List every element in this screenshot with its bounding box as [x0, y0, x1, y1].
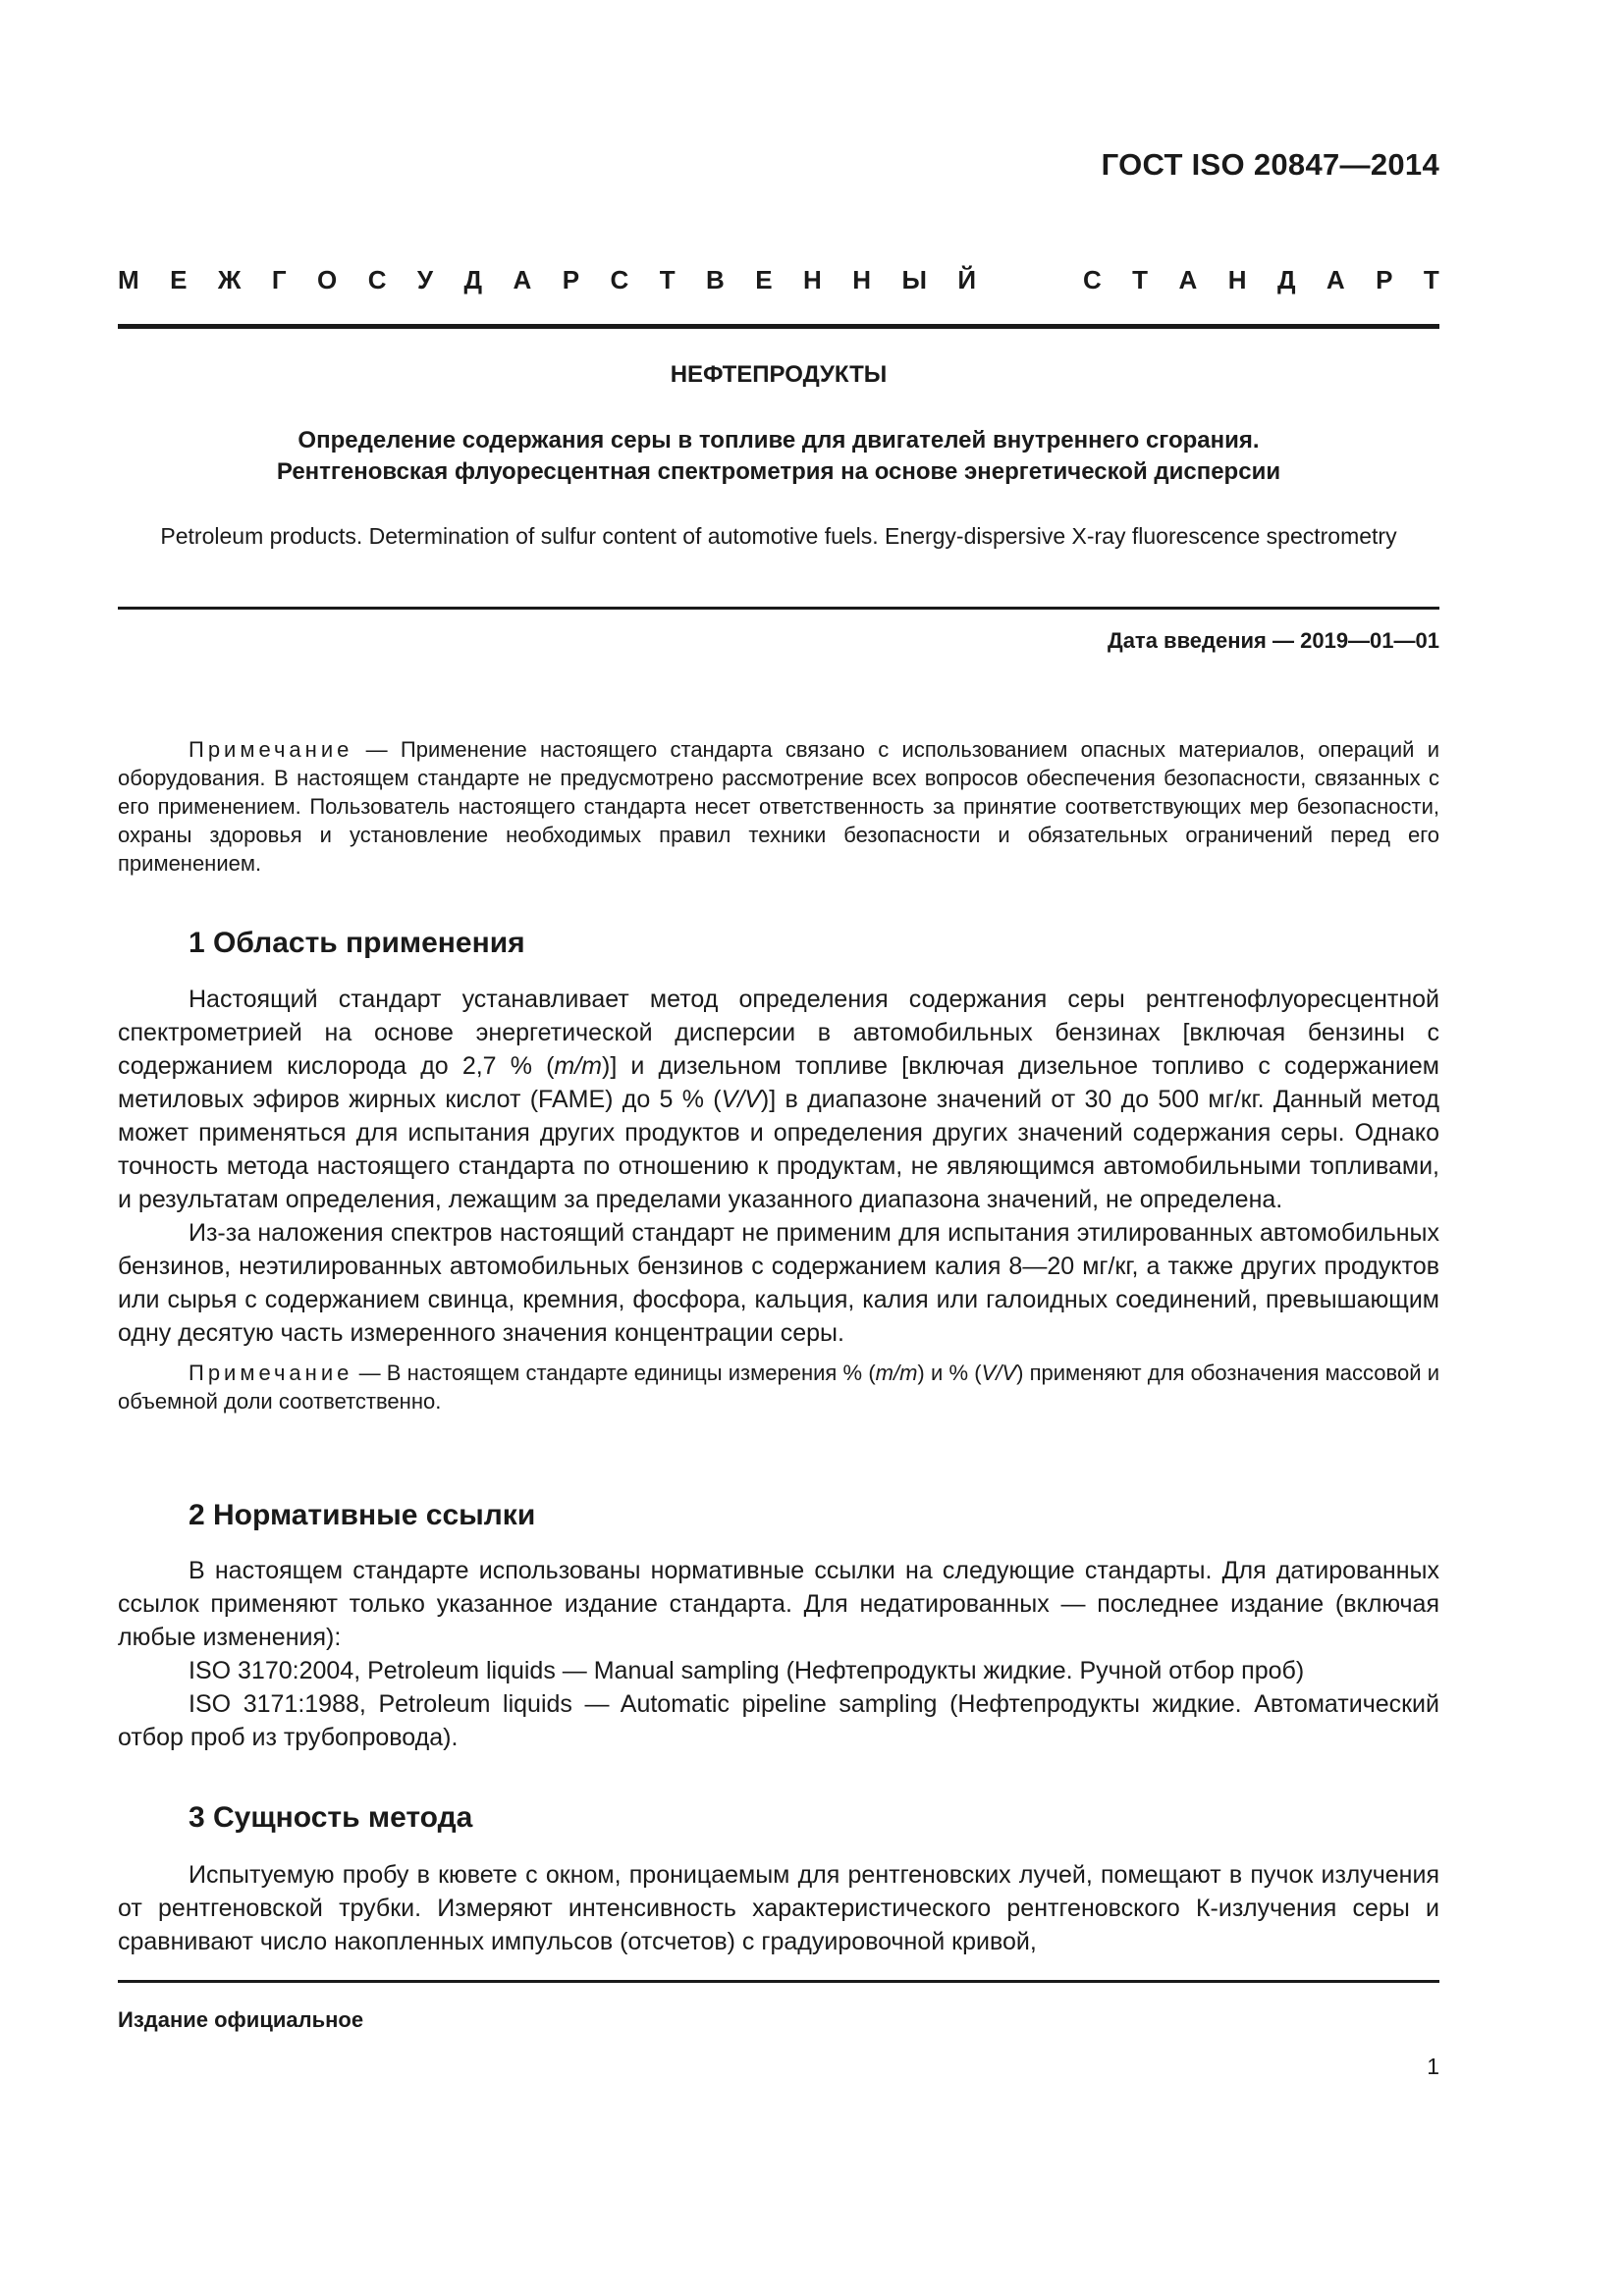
- heading-letter: С: [367, 265, 387, 294]
- heading-letter: Г: [271, 265, 287, 294]
- heading-letter: С: [610, 265, 629, 294]
- heading-letter: Ж: [217, 265, 242, 294]
- section-1-note: [118, 1359, 1439, 1415]
- edition-label: Издание официальное: [118, 2007, 364, 2032]
- section-3-paragraph-1: Испытуемую пробу в кювете с окном, проницаемым для рентгеновских лучей, помещают в пучок излучения от рентгеновской трубки. Измеряют интенсивность характеристического рентгеновского К-излучения серы и сравнивают число накопленных импульсов (отсчетов) с градуировочной кривой,: [118, 1861, 1439, 1955]
- subtitle-line-1: Определение содержания серы в топливе для двигателей внутреннего сгорания.: [298, 427, 1260, 454]
- text-run: ) и % (: [917, 1361, 982, 1385]
- subtitle-line-2: Рентгеновская флуоресцентная спектрометрия на основе энергетической дисперсии: [276, 458, 1281, 485]
- normative-reference-2: ISO 3171:1988, Petroleum liquids — Automatic pipeline sampling (Нефтепродукты жидкие. Автоматический отбор проб из трубопровода).: [118, 1690, 1439, 1751]
- heading-letter: У: [416, 265, 434, 294]
- section-2-heading: 2 Нормативные ссылки: [189, 1499, 536, 1531]
- section-2-body: [118, 1554, 1439, 1754]
- page-number: 1: [1427, 2054, 1439, 2079]
- section-1: [118, 927, 1439, 960]
- text-run: )] в диапазоне значений от 30 до 500 мг/кг. Данный метод может применяться для испытания других продуктов и определения других значений содержания серы. Однако точность метода настоящего стандарта по отношению к продуктам, не являющимся автомобильными топливами, и результатам определения, лежащим за пределами указанного диапазона значений, не определена.: [118, 1086, 1439, 1213]
- standard-kind-heading: [118, 265, 1439, 295]
- heading-letter: Н: [1227, 265, 1247, 294]
- heading-letter: Т: [659, 265, 676, 294]
- note-body: — Применение настоящего стандарта связано с использованием опасных материалов, операций и оборудования. В настоящем стандарте не предусмотрено рассмотрение всех вопросов обеспечения безопасности, связанных с его применением. Пользователь настоящего стандарта несет ответственность за принятие соответствующих мер безопасности, охраны здоровья и установление необходимых правил техники безопасности и обязательных ограничений перед его применением.: [118, 737, 1439, 876]
- heading-letter: Д: [1276, 265, 1296, 294]
- heading-letter: А: [1326, 265, 1345, 294]
- english-title: Petroleum products. Determination of sulfur content of automotive fuels. Energy-dispersive X-ray fluorescence spectrometry: [160, 523, 1397, 549]
- unit-volume: V/V: [721, 1086, 761, 1113]
- heading-letter: А: [1178, 265, 1198, 294]
- unit-volume: V/V: [981, 1361, 1017, 1385]
- heading-letter: Р: [1376, 265, 1393, 294]
- document-subtitle: [118, 425, 1439, 488]
- note-label: Примечание: [189, 737, 353, 762]
- section-2-paragraph-1: В настоящем стандарте использованы нормативные ссылки на следующие стандарты. Для датированных ссылок применяют только указанное издание стандарта. Для недатированных — последнее издание (включая любые изменения):: [118, 1557, 1439, 1651]
- normative-reference-1: ISO 3170:2004, Petroleum liquids — Manual sampling (Нефтепродукты жидкие. Ручной отбор проб): [189, 1657, 1305, 1684]
- footer-rule: [118, 1980, 1439, 1983]
- header-rule: [118, 324, 1439, 329]
- text-run: )] и дизельном топливе [включая дизельное топливо с содержанием метиловых эфиров жирных кислот (FAME) до 5 % (: [118, 1052, 1439, 1113]
- section-1-heading: 1 Область применения: [189, 927, 525, 959]
- text-run: — В настоящем стандарте единицы измерения % (: [352, 1361, 876, 1385]
- heading-letter: М: [118, 265, 139, 294]
- document-page: [118, 0, 1439, 2296]
- text-run: Настоящий стандарт устанавливает метод определения содержания серы рентгенофлуоресцентной спектрометрией на основе энергетической дисперсии в автомобильных бензинах [включая бензины с содержанием кислорода до 2,7 % (: [118, 986, 1439, 1080]
- title-rule: [118, 607, 1439, 610]
- document-main-title: НЕФТЕПРОДУКТЫ: [670, 361, 888, 388]
- word-gap: [1007, 265, 1053, 295]
- heading-letter: А: [513, 265, 532, 294]
- heading-letter: С: [1082, 265, 1102, 294]
- section-3-body: [118, 1858, 1439, 1958]
- text-run: ) применяют для обозначения массовой и объемной доли соответственно.: [118, 1361, 1439, 1414]
- safety-note-text: [118, 735, 1439, 878]
- heading-letter: Н: [852, 265, 872, 294]
- heading-letter: Н: [803, 265, 822, 294]
- note-label: Примечание: [189, 1361, 353, 1385]
- introduction-date: Дата введения — 2019—01—01: [1108, 628, 1439, 653]
- heading-letter: Р: [562, 265, 580, 294]
- heading-letter: Т: [1132, 265, 1149, 294]
- heading-letter: Е: [755, 265, 773, 294]
- heading-letter: Ы: [901, 265, 927, 294]
- section-1-paragraph-1: [118, 983, 1439, 1216]
- unit-mass: m/m: [875, 1361, 918, 1385]
- section-2: [118, 1499, 1439, 1532]
- safety-note: [118, 735, 1439, 878]
- unit-mass: m/m: [554, 1052, 603, 1080]
- section-1-paragraph-2: Из-за наложения спектров настоящий стандарт не применим для испытания этилированных автомобильных бензинов, неэтилированных автомобильных бензинов с содержанием калия 8—20 мг/кг, а также других продуктов или сырья с содержанием свинца, кремния, фосфора, кальция, калия или галоидных соединений, превышающим одну десятую часть измеренного значения концентрации серы.: [118, 1219, 1439, 1347]
- heading-letter: Д: [463, 265, 483, 294]
- section-3-heading: 3 Сущность метода: [189, 1801, 473, 1834]
- heading-letter: В: [706, 265, 725, 294]
- heading-letter: Е: [170, 265, 188, 294]
- section-3: [118, 1801, 1439, 1835]
- heading-letter: Й: [957, 265, 977, 294]
- section-1-body: [118, 983, 1439, 1415]
- heading-letter: О: [317, 265, 338, 294]
- heading-letter: Т: [1423, 265, 1439, 294]
- document-number: ГОСТ ISO 20847—2014: [1101, 147, 1439, 182]
